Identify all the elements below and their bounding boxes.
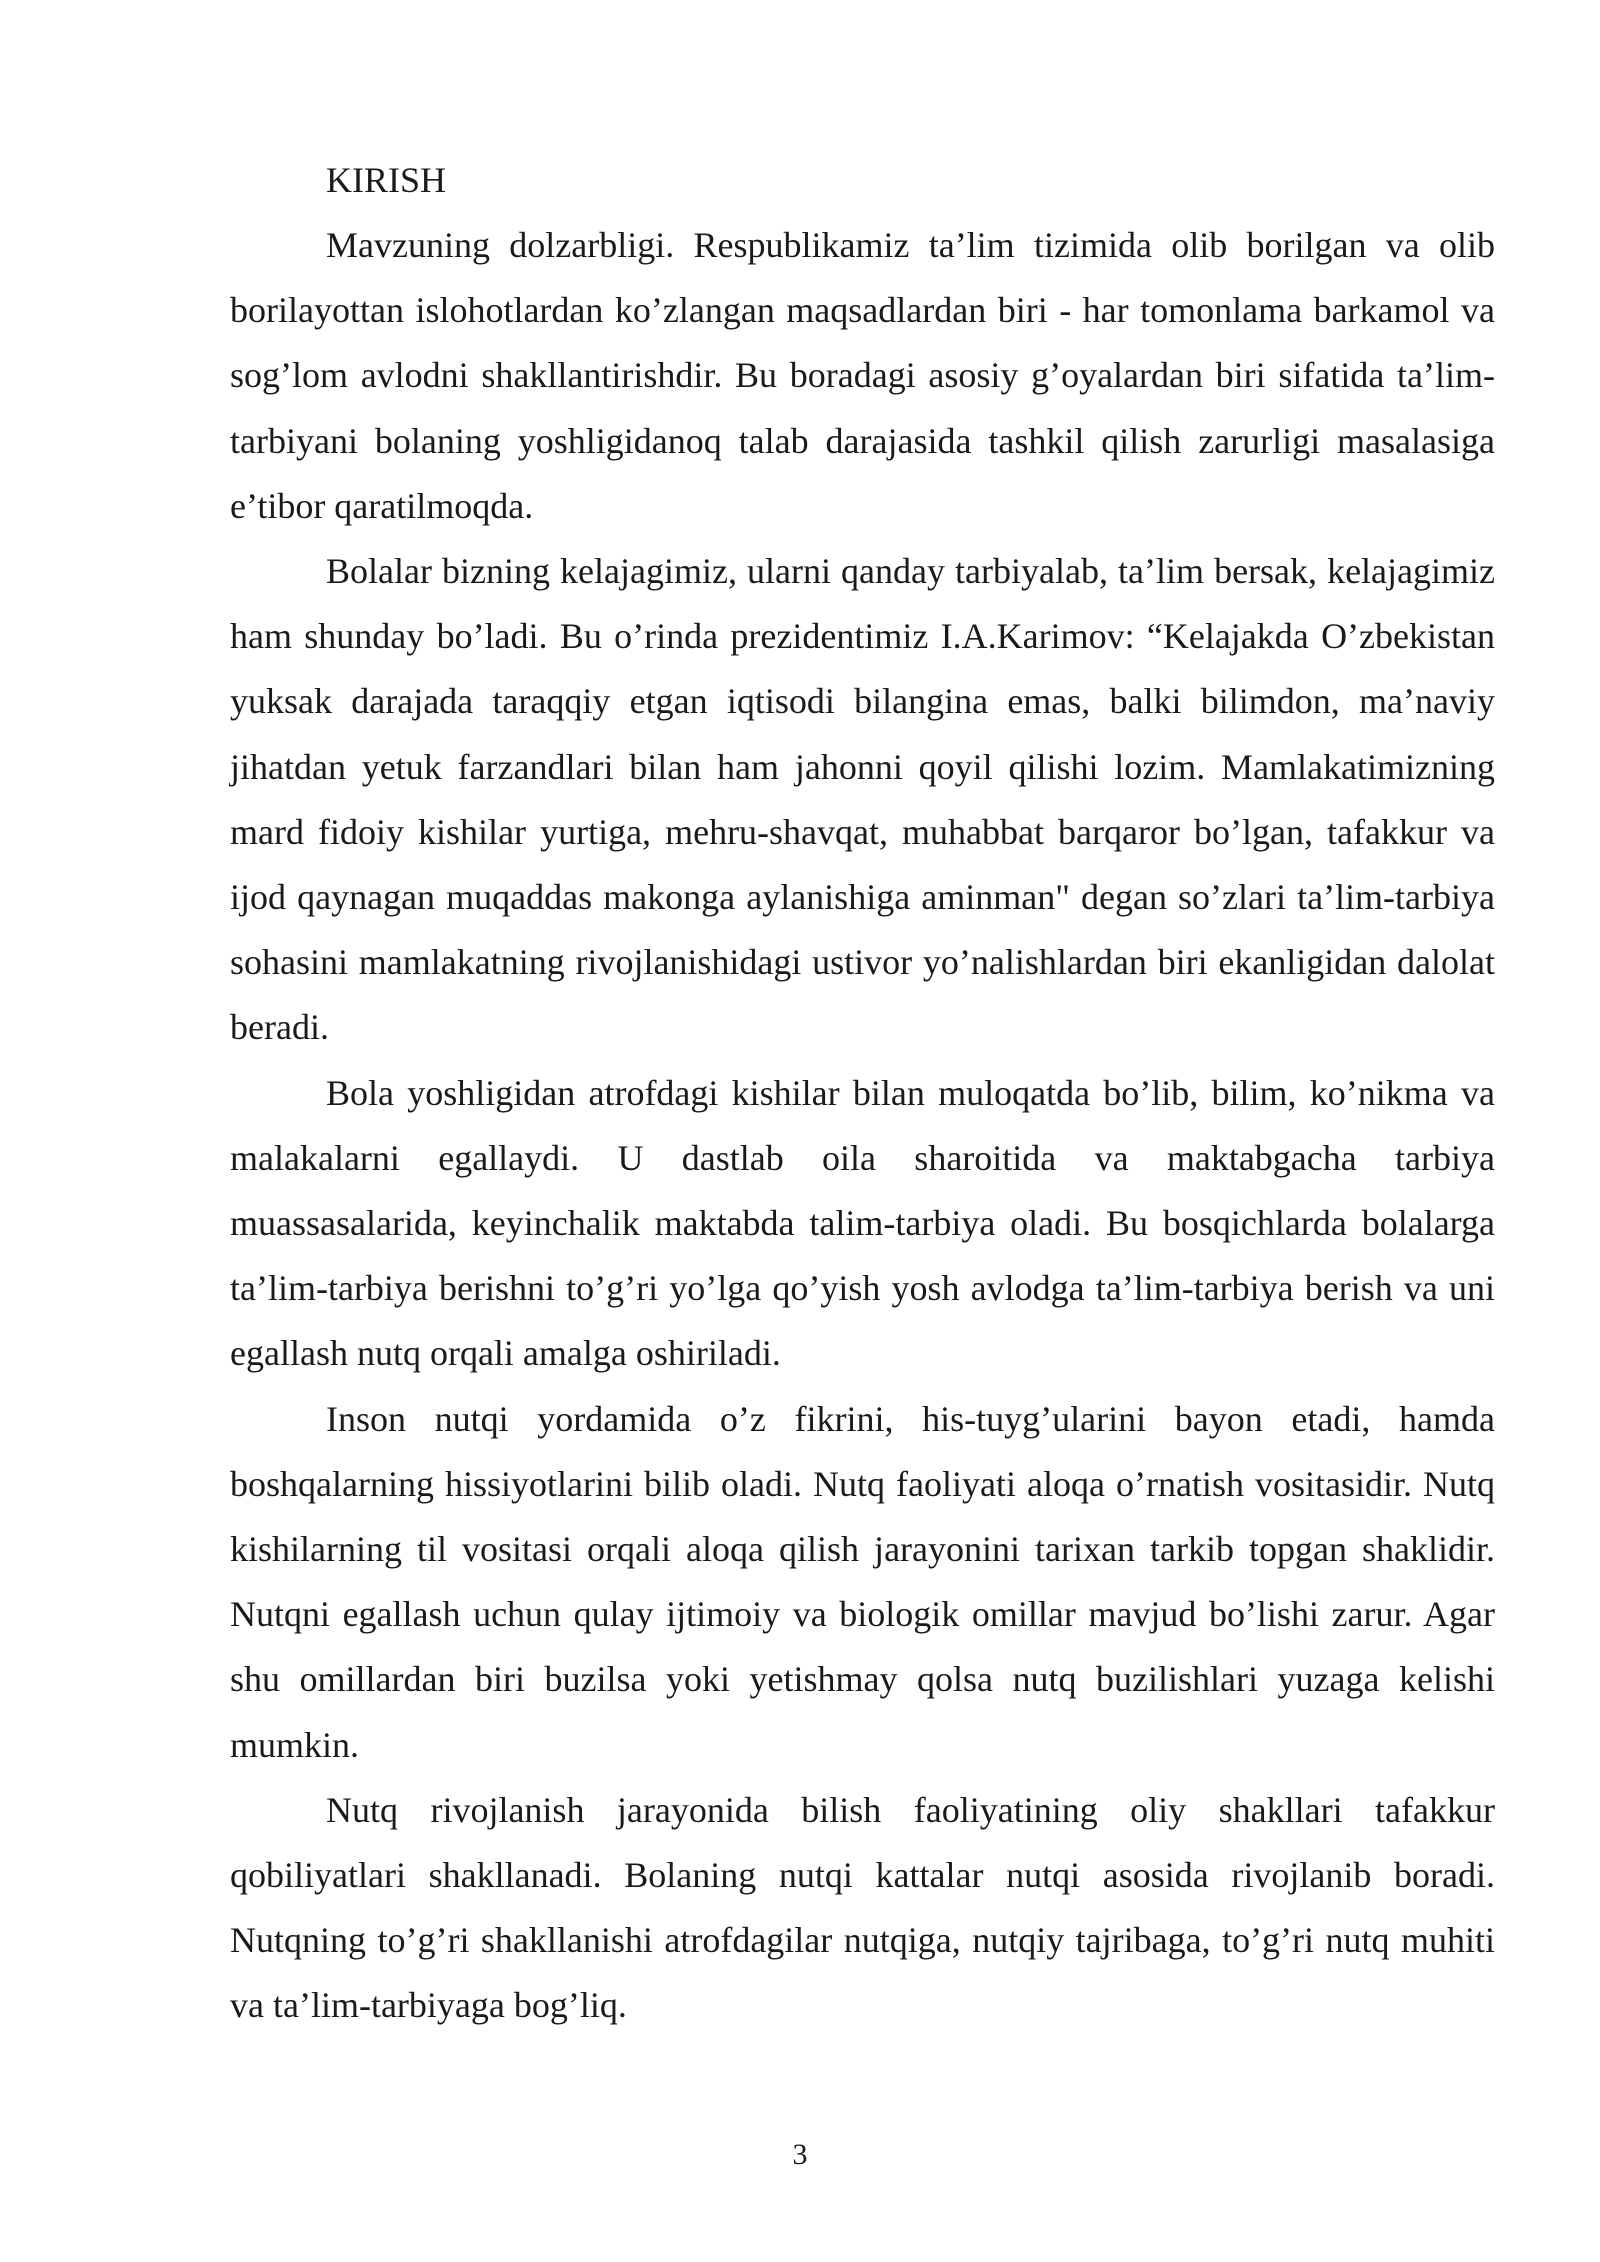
paragraph-3: Bola yoshligidan atrofdagi kishilar bilan muloqatda bo’lib, bilim, ko’nikma va malakalarni egallaydi. U dastlab oila sharoitida va maktabgacha tarbiya muassasalarida, keyinchalik maktabda talim-tarbiya oladi. Bu bosqichlarda bolalarga ta’lim-tarbiya berishni to’g’ri yo’lga qo’yish yosh avlodga ta’lim-tarbiya berish va uni egallash nutq orqali amalga oshiriladi. xyxy=(230,1072,1495,1374)
paragraph-5: Nutq rivojlanish jarayonida bilish faoliyatining oliy shakllari tafakkur qobiliyatlari shakllanadi. Bolaning nutqi kattalar nutqi asosida rivojlanib boradi. Nutqning to’g’ri shakllanishi atrofdagilar nutqiga, nutqiy tajribaga, to’g’ri nutq muhiti va ta’lim-tarbiyaga bog’liq. xyxy=(230,1789,1495,2026)
section-heading: KIRISH xyxy=(326,160,447,200)
document-body xyxy=(230,148,1495,2039)
paragraph-1: Mavzuning dolzarbligi. Respublikamiz ta’lim tizimida olib borilgan va olib borilayottan islohotlardan ko’zlangan maqsadlardan biri - har tomonlama barkamol va sog’lom avlodni shakllantirishdir. Bu boradagi asosiy g’oyalardan biri sifatida ta’lim-tarbiyani bolaning yoshligidanoq talab darajasida tashkil qilish zarurligi masalasiga e’tibor qaratilmoqda. xyxy=(230,225,1495,526)
paragraph-2: Bolalar bizning kelajagimiz, ularni qanday tarbiyalab, ta’lim bersak, kelajagimiz ham shunday bo’ladi. Bu o’rinda prezidentimiz I.A.Karimov: “Kelajakda O’zbekistan yuksak darajada taraqqiy etgan iqtisodi bilangina emas, balki bilimdon, ma’naviy jihatdan yetuk farzandlari bilan ham jahonni qoyil qilishi lozim. Mamlakatimizning mard fidoiy kishilar yurtiga, mehru-shavqat, muhabbat barqaror bo’lgan, tafakkur va ijod qaynagan muqaddas makonga aylanishiga aminman" degan so’zlari ta’lim-tarbiya sohasini mamlakatning rivojlanishidagi ustivor yo’nalishlardan biri ekanligidan dalolat beradi. xyxy=(230,551,1495,1048)
paragraph-4: Inson nutqi yordamida o’z fikrini, his-tuyg’ularini bayon etadi, hamda boshqalarning hissiyotlarini bilib oladi. Nutq faoliyati aloqa o’rnatish vositasidir. Nutq kishilarning til vositasi orqali aloqa qilish jarayonini tarixan tarkib topgan shaklidir. Nutqni egallash uchun qulay ijtimoiy va biologik omillar mavjud bo’lishi zarur. Agar shu omillardan biri buzilsa yoki yetishmay qolsa nutq buzilishlari yuzaga kelishi mumkin. xyxy=(230,1398,1495,1765)
page-number: 3 xyxy=(792,2138,808,2171)
